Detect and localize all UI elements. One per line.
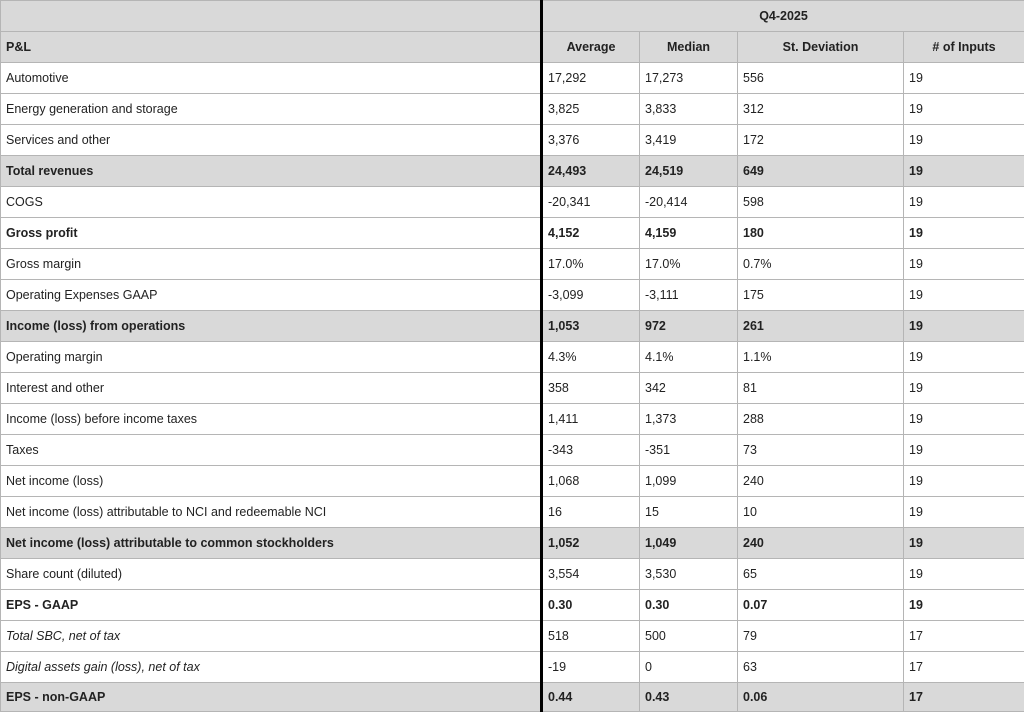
cell-inputs: 19 <box>904 559 1024 590</box>
cell-median: -351 <box>640 435 738 466</box>
table-row <box>1 590 1024 621</box>
header-median: Median <box>640 32 738 63</box>
table-row <box>1 280 1024 311</box>
cell-inputs: 19 <box>904 590 1024 621</box>
row-label: Gross profit <box>1 218 542 249</box>
table-row <box>1 652 1024 683</box>
blank-corner-cell <box>1 1 542 32</box>
table-row <box>1 156 1024 187</box>
row-label: Income (loss) before income taxes <box>1 404 542 435</box>
cell-stdev: 240 <box>738 466 904 497</box>
cell-average: 3,554 <box>542 559 640 590</box>
column-header-row <box>1 32 1024 63</box>
cell-stdev: 175 <box>738 280 904 311</box>
cell-stdev: 288 <box>738 404 904 435</box>
cell-median: 0.43 <box>640 683 738 712</box>
cell-average: 3,376 <box>542 125 640 156</box>
cell-average: 17,292 <box>542 63 640 94</box>
cell-inputs: 19 <box>904 404 1024 435</box>
cell-inputs: 19 <box>904 373 1024 404</box>
cell-median: 500 <box>640 621 738 652</box>
cell-inputs: 19 <box>904 187 1024 218</box>
cell-average: 17.0% <box>542 249 640 280</box>
cell-inputs: 19 <box>904 63 1024 94</box>
cell-inputs: 19 <box>904 94 1024 125</box>
cell-average: -343 <box>542 435 640 466</box>
cell-average: 0.44 <box>542 683 640 712</box>
cell-inputs: 17 <box>904 621 1024 652</box>
cell-average: 1,411 <box>542 404 640 435</box>
row-label: Services and other <box>1 125 542 156</box>
cell-average: 1,052 <box>542 528 640 559</box>
table-row <box>1 497 1024 528</box>
cell-average: 358 <box>542 373 640 404</box>
cell-stdev: 172 <box>738 125 904 156</box>
table-row <box>1 559 1024 590</box>
row-label: Net income (loss) attributable to common stockholders <box>1 528 542 559</box>
table-row <box>1 342 1024 373</box>
cell-median: 0 <box>640 652 738 683</box>
cell-stdev: 0.06 <box>738 683 904 712</box>
header-inputs: # of Inputs <box>904 32 1024 63</box>
header-average: Average <box>542 32 640 63</box>
row-label: EPS - GAAP <box>1 590 542 621</box>
cell-stdev: 65 <box>738 559 904 590</box>
cell-inputs: 19 <box>904 497 1024 528</box>
row-label: Interest and other <box>1 373 542 404</box>
cell-inputs: 19 <box>904 342 1024 373</box>
cell-median: 4,159 <box>640 218 738 249</box>
cell-median: 4.1% <box>640 342 738 373</box>
cell-median: 0.30 <box>640 590 738 621</box>
cell-stdev: 79 <box>738 621 904 652</box>
cell-average: 3,825 <box>542 94 640 125</box>
cell-median: 342 <box>640 373 738 404</box>
table-row <box>1 187 1024 218</box>
table-row <box>1 94 1024 125</box>
cell-inputs: 19 <box>904 528 1024 559</box>
table-row <box>1 404 1024 435</box>
cell-inputs: 19 <box>904 466 1024 497</box>
table-row <box>1 466 1024 497</box>
cell-inputs: 17 <box>904 652 1024 683</box>
table-row <box>1 621 1024 652</box>
row-label: Share count (diluted) <box>1 559 542 590</box>
cell-median: 3,833 <box>640 94 738 125</box>
cell-average: -19 <box>542 652 640 683</box>
cell-inputs: 19 <box>904 280 1024 311</box>
cell-average: 4.3% <box>542 342 640 373</box>
cell-average: -3,099 <box>542 280 640 311</box>
cell-stdev: 261 <box>738 311 904 342</box>
cell-median: 24,519 <box>640 156 738 187</box>
cell-stdev: 649 <box>738 156 904 187</box>
row-label: COGS <box>1 187 542 218</box>
cell-average: 518 <box>542 621 640 652</box>
cell-median: 3,530 <box>640 559 738 590</box>
cell-stdev: 180 <box>738 218 904 249</box>
row-label: Taxes <box>1 435 542 466</box>
cell-median: -20,414 <box>640 187 738 218</box>
row-label: Net income (loss) <box>1 466 542 497</box>
row-label: Total SBC, net of tax <box>1 621 542 652</box>
cell-inputs: 19 <box>904 435 1024 466</box>
table-row <box>1 683 1024 712</box>
cell-stdev: 0.07 <box>738 590 904 621</box>
cell-average: 4,152 <box>542 218 640 249</box>
table-row <box>1 249 1024 280</box>
cell-average: 1,053 <box>542 311 640 342</box>
table-row <box>1 311 1024 342</box>
cell-stdev: 81 <box>738 373 904 404</box>
cell-stdev: 556 <box>738 63 904 94</box>
cell-stdev: 1.1% <box>738 342 904 373</box>
row-label: Operating Expenses GAAP <box>1 280 542 311</box>
cell-median: 15 <box>640 497 738 528</box>
row-label: Gross margin <box>1 249 542 280</box>
cell-average: 16 <box>542 497 640 528</box>
cell-average: 0.30 <box>542 590 640 621</box>
cell-median: 1,099 <box>640 466 738 497</box>
row-label: Income (loss) from operations <box>1 311 542 342</box>
cell-stdev: 63 <box>738 652 904 683</box>
cell-median: -3,111 <box>640 280 738 311</box>
cell-inputs: 19 <box>904 311 1024 342</box>
cell-average: 24,493 <box>542 156 640 187</box>
cell-stdev: 73 <box>738 435 904 466</box>
row-label: Total revenues <box>1 156 542 187</box>
table-row <box>1 373 1024 404</box>
period-header-row <box>1 1 1024 32</box>
cell-stdev: 10 <box>738 497 904 528</box>
table-row <box>1 435 1024 466</box>
cell-median: 1,373 <box>640 404 738 435</box>
cell-median: 1,049 <box>640 528 738 559</box>
row-label: Energy generation and storage <box>1 94 542 125</box>
cell-stdev: 312 <box>738 94 904 125</box>
row-label: Digital assets gain (loss), net of tax <box>1 652 542 683</box>
cell-stdev: 240 <box>738 528 904 559</box>
cell-median: 3,419 <box>640 125 738 156</box>
cell-median: 17,273 <box>640 63 738 94</box>
row-label: Operating margin <box>1 342 542 373</box>
table-row <box>1 218 1024 249</box>
cell-median: 972 <box>640 311 738 342</box>
cell-median: 17.0% <box>640 249 738 280</box>
row-label: EPS - non-GAAP <box>1 683 542 712</box>
cell-inputs: 19 <box>904 156 1024 187</box>
row-label: Net income (loss) attributable to NCI and redeemable NCI <box>1 497 542 528</box>
cell-inputs: 19 <box>904 218 1024 249</box>
period-label: Q4-2025 <box>542 1 1024 32</box>
cell-average: -20,341 <box>542 187 640 218</box>
row-label: Automotive <box>1 63 542 94</box>
cell-stdev: 598 <box>738 187 904 218</box>
table-row <box>1 528 1024 559</box>
cell-stdev: 0.7% <box>738 249 904 280</box>
header-pl: P&L <box>1 32 542 63</box>
table-row <box>1 125 1024 156</box>
cell-inputs: 17 <box>904 683 1024 712</box>
header-stdev: St. Deviation <box>738 32 904 63</box>
cell-inputs: 19 <box>904 249 1024 280</box>
cell-average: 1,068 <box>542 466 640 497</box>
table-row <box>1 63 1024 94</box>
cell-inputs: 19 <box>904 125 1024 156</box>
